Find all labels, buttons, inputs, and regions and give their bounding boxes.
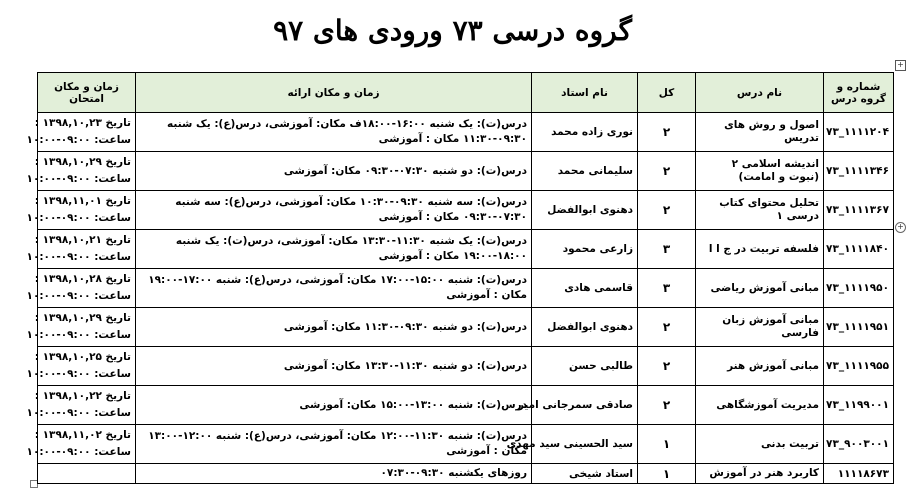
cell-units[interactable]: ۳	[638, 269, 696, 308]
add-row-handle-icon[interactable]: +	[895, 222, 906, 233]
header-exam: زمان و مکان امتحان	[38, 73, 136, 113]
exam-time: ساعت: ۰۹:۰۰-۱۰:۰۰	[26, 407, 131, 419]
cell-exam[interactable]	[26, 113, 136, 152]
cell-course[interactable]: فلسفه تربیت در ج ا ا	[696, 230, 824, 269]
cell-exam[interactable]	[26, 425, 136, 464]
header-units: کل	[638, 73, 696, 113]
cell-group[interactable]: ۹۰۰۳۰۰۱_۷۳	[824, 425, 894, 464]
cell-course[interactable]: اندیشه اسلامی ۲ (نبوت و امامت)	[696, 152, 824, 191]
cell-time[interactable]: درس(ت): یک شنبه ۱۱:۳۰-۱۳:۳۰ مکان: آموزشی، درس(ت): یک شنبه ۱۸:۰۰-۱۹:۰۰ مکان : آموزشی	[136, 230, 532, 269]
cell-group[interactable]: ۱۱۱۱۹۵۱_۷۳	[824, 308, 894, 347]
cell-course[interactable]: مبانی آموزش هنر	[696, 347, 824, 386]
cell-teacher[interactable]: زارعی محمود	[532, 230, 638, 269]
cell-exam[interactable]	[26, 230, 136, 269]
header-teacher: نام استاد	[532, 73, 638, 113]
cell-course[interactable]: مبانی آموزش زبان فارسی	[696, 308, 824, 347]
cell-time[interactable]: درس(ت): دو شنبه ۱۱:۳۰-۱۳:۳۰ مکان: آموزشی	[136, 347, 532, 386]
cell-teacher[interactable]: دهنوی ابوالفضل	[532, 191, 638, 230]
exam-time: ساعت: ۰۹:۰۰-۱۰:۰۰	[26, 134, 131, 146]
cell-group[interactable]: ۱۱۹۹۰۰۱_۷۳	[824, 386, 894, 425]
exam-date: تاریخ ۱۳۹۸,۱۱,۰۲ :	[34, 429, 131, 441]
cell-time[interactable]: درس(ت): سه شنبه ۰۹:۳۰-۱۰:۳۰ مکان: آموزشی، درس(ع): سه شنبه ۰۷:۳۰-۰۹:۳۰ مکان : آموزشی	[136, 191, 532, 230]
header-course: نام درس	[696, 73, 824, 113]
cell-exam[interactable]	[26, 152, 136, 191]
page-title: گروه درسی ۷۳ ورودی های ۹۷	[273, 14, 632, 47]
table-row[interactable]	[38, 464, 894, 484]
cell-time[interactable]: درس(ت): یک شنبه ۱۶:۰۰-۱۸:۰۰ف مکان: آموزشی، درس(ع): یک شنبه ۰۹:۳۰-۱۱:۳۰ مکان : آموزشی	[136, 113, 532, 152]
cell-course[interactable]: مبانی آموزش ریاضی	[696, 269, 824, 308]
table-row[interactable]	[38, 308, 894, 347]
exam-time: ساعت: ۰۹:۰۰-۱۰:۰۰	[26, 173, 131, 185]
cell-teacher[interactable]: سلیمانی محمد	[532, 152, 638, 191]
cell-exam[interactable]	[38, 464, 136, 484]
exam-time: ساعت: ۰۹:۰۰-۱۰:۰۰	[26, 290, 131, 302]
exam-date: تاریخ ۱۳۹۸,۱۰,۲۵ :	[34, 351, 131, 363]
cell-teacher[interactable]: صادقی سمرجانی امیر	[532, 386, 638, 425]
cell-course[interactable]: تحلیل محتوای کتاب درسی ۱	[696, 191, 824, 230]
cell-course[interactable]: کاربرد هنر در آموزش	[696, 464, 824, 484]
exam-date: تاریخ ۱۳۹۸,۱۱,۰۱ :	[34, 195, 131, 207]
cell-units[interactable]: ۲	[638, 152, 696, 191]
cell-units[interactable]: ۳	[638, 230, 696, 269]
cell-group[interactable]: ۱۱۱۱۸۶۷۳	[824, 464, 894, 484]
exam-time: ساعت: ۰۹:۰۰-۱۰:۰۰	[26, 329, 131, 341]
exam-date: تاریخ ۱۳۹۸,۱۰,۲۱ :	[34, 234, 131, 246]
cell-time[interactable]: درس(ت): دو شنبه ۰۷:۳۰-۰۹:۳۰ مکان: آموزشی	[136, 152, 532, 191]
cell-units[interactable]: ۱	[638, 464, 696, 484]
table-row[interactable]	[38, 269, 894, 308]
exam-date: تاریخ ۱۳۹۸,۱۰,۲۹ :	[34, 312, 131, 324]
exam-time: ساعت: ۰۹:۰۰-۱۰:۰۰	[26, 446, 131, 458]
cell-group[interactable]: ۱۱۱۱۲۰۴_۷۳	[824, 113, 894, 152]
cell-units[interactable]: ۲	[638, 113, 696, 152]
cell-group[interactable]: ۱۱۱۱۳۶۷_۷۳	[824, 191, 894, 230]
cell-teacher[interactable]: طالبی حسن	[532, 347, 638, 386]
cell-teacher[interactable]: نوری زاده محمد	[532, 113, 638, 152]
cell-units[interactable]: ۲	[638, 191, 696, 230]
course-table	[26, 72, 894, 484]
cell-time[interactable]: درس(ت): شنبه ۱۵:۰۰-۱۷:۰۰ مکان: آموزشی، درس(ع): شنبه ۱۷:۰۰-۱۹:۰۰ مکان : آموزشی	[136, 269, 532, 308]
cell-exam[interactable]	[26, 347, 136, 386]
cell-course[interactable]: تربیت بدنی	[696, 425, 824, 464]
cell-exam[interactable]	[26, 308, 136, 347]
cell-group[interactable]: ۱۱۱۱۳۴۶_۷۳	[824, 152, 894, 191]
cell-teacher[interactable]: دهنوی ابوالفضل	[532, 308, 638, 347]
cell-teacher[interactable]: قاسمی هادی	[532, 269, 638, 308]
cell-exam[interactable]	[26, 191, 136, 230]
table-row[interactable]	[38, 113, 894, 152]
header-time: زمان و مکان ارائه	[136, 73, 532, 113]
cell-time[interactable]: درس(ت): شنبه ۱۳:۰۰-۱۵:۰۰ مکان: آموزشی	[136, 386, 532, 425]
cell-units[interactable]: ۱	[638, 425, 696, 464]
header-group: شماره و گروه درس	[824, 73, 894, 113]
cell-group[interactable]: ۱۱۱۱۸۴۰_۷۳	[824, 230, 894, 269]
table-move-handle-icon[interactable]: +	[895, 60, 906, 71]
cell-course[interactable]: مدیریت آموزشگاهی	[696, 386, 824, 425]
cell-teacher[interactable]: استاد شیخی	[532, 464, 638, 484]
cell-units[interactable]: ۲	[638, 386, 696, 425]
exam-time: ساعت: ۰۹:۰۰-۱۰:۰۰	[26, 251, 131, 263]
table-row[interactable]	[38, 230, 894, 269]
exam-date: تاریخ ۱۳۹۸,۱۰,۲۸ :	[34, 273, 131, 285]
cell-exam[interactable]	[26, 386, 136, 425]
cell-time[interactable]: درس(ت): دو شنبه ۰۹:۳۰-۱۱:۳۰ مکان: آموزشی	[136, 308, 532, 347]
exam-time: ساعت: ۰۹:۰۰-۱۰:۰۰	[26, 368, 131, 380]
table-row[interactable]	[38, 152, 894, 191]
table-header-row	[38, 73, 894, 113]
cell-time[interactable]: روزهای یکشنبه ۰۹:۳۰-۰۷:۳۰	[136, 464, 532, 484]
cell-units[interactable]: ۲	[638, 347, 696, 386]
cell-time[interactable]: درس(ت): شنبه ۱۱:۳۰-۱۲:۰۰ مکان: آموزشی، درس(ع): شنبه ۱۲:۰۰-۱۳:۰۰ مکان : آموزشی	[136, 425, 532, 464]
cell-group[interactable]: ۱۱۱۱۹۵۰_۷۳	[824, 269, 894, 308]
exam-date: تاریخ ۱۳۹۸,۱۰,۲۳ :	[34, 117, 131, 129]
cell-group[interactable]: ۱۱۱۱۹۵۵_۷۳	[824, 347, 894, 386]
cell-teacher[interactable]: سید الحسینی سید مهدی	[532, 425, 638, 464]
table-row[interactable]	[38, 425, 894, 464]
cell-units[interactable]: ۲	[638, 308, 696, 347]
cell-exam[interactable]	[26, 269, 136, 308]
exam-date: تاریخ ۱۳۹۸,۱۰,۲۲ :	[34, 390, 131, 402]
table-row[interactable]	[38, 386, 894, 425]
table-row[interactable]	[38, 347, 894, 386]
table-row[interactable]	[38, 191, 894, 230]
cell-course[interactable]: اصول و روش های تدریس	[696, 113, 824, 152]
exam-time: ساعت: ۰۹:۰۰-۱۰:۰۰	[26, 212, 131, 224]
exam-date: تاریخ ۱۳۹۸,۱۰,۲۹ :	[34, 156, 131, 168]
